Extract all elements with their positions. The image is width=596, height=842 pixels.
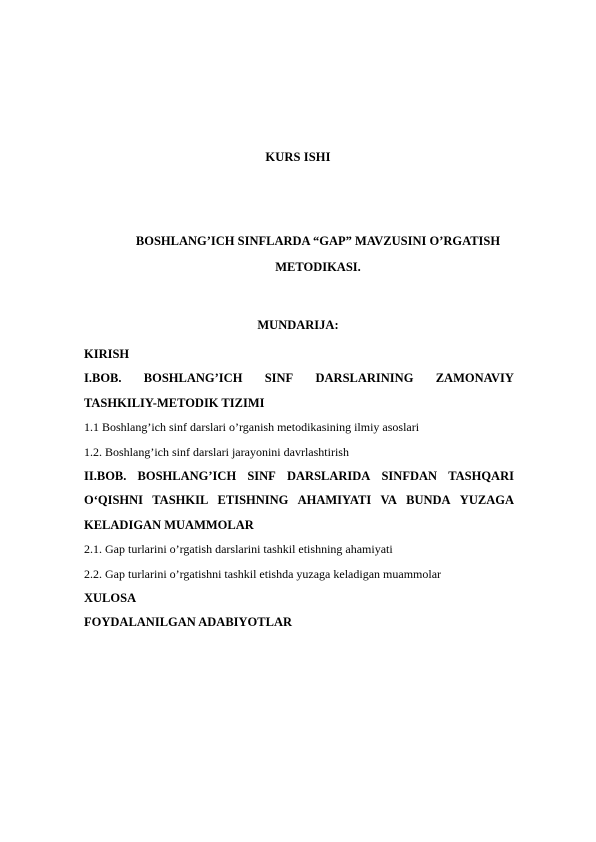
toc-word: VA xyxy=(380,493,397,508)
toc-word: I.BOB. xyxy=(84,371,122,386)
toc-word: SINFDAN xyxy=(381,469,438,484)
topic-title-line-1: BOSHLANG’ICH SINFLARDA “GAP” MAVZUSINI O’RGATISH xyxy=(135,234,501,248)
toc-word: AHAMIYATI xyxy=(297,493,372,508)
toc-entry-chapter-2-continued xyxy=(84,488,514,512)
toc-entry-section-2-2: 2.2. Gap turlarini o’rgatishni tashkil etishda yuzaga keladigan muammolar xyxy=(84,566,442,581)
toc-word: BOSHLANG’ICH xyxy=(143,371,243,386)
toc-word: BOSHLANG’ICH xyxy=(137,469,237,484)
table-of-contents xyxy=(84,342,514,635)
topic-title xyxy=(88,228,548,280)
toc-word: O‘QISHNI xyxy=(84,493,144,508)
toc-word: SINF xyxy=(264,371,294,386)
toc-word: DARSLARINING xyxy=(315,371,414,386)
toc-entry-conclusion: XULOSA xyxy=(84,591,137,606)
toc-entry-chapter-1 xyxy=(84,366,514,390)
toc-entry-section-1-1: 1.1 Boshlang’ich sinf darslari o’rganish metodikasining ilmiy asoslari xyxy=(84,420,420,435)
topic-title-line-2: METODIKASI. xyxy=(275,260,361,274)
toc-entry-chapter-1-continued: TASHKILIY-METODIK TIZIMI xyxy=(84,395,265,410)
toc-entry-section-2-1: 2.1. Gap turlarini o’rgatish darslarini tashkil etishning ahamiyati xyxy=(84,542,393,557)
toc-word: ETISHNING xyxy=(217,493,289,508)
toc-word: II.BOB. xyxy=(84,469,127,484)
toc-word: TASHKIL xyxy=(152,493,209,508)
toc-entry-introduction: KIRISH xyxy=(84,347,130,361)
toc-entry-references: FOYDALANILGAN ADABIYOTLAR xyxy=(84,615,293,630)
toc-entry-section-1-2: 1.2. Boshlang’ich sinf darslari jarayonini davrlashtirish xyxy=(84,444,349,459)
toc-word: BUNDA xyxy=(406,493,451,508)
toc-word: TASHQARI xyxy=(448,469,514,484)
course-work-label: KURS ISHI xyxy=(265,150,331,164)
toc-word: ZAMONAVIY xyxy=(435,371,514,386)
table-of-contents-heading: MUNDARIJA: xyxy=(257,318,339,332)
toc-entry-chapter-2 xyxy=(84,464,514,488)
toc-word: YUZAGA xyxy=(459,493,514,508)
toc-word: SINF xyxy=(247,469,276,484)
toc-word: DARSLARIDA xyxy=(286,469,371,484)
toc-entry-chapter-2-end: KELADIGAN MUAMMOLAR xyxy=(84,517,254,532)
